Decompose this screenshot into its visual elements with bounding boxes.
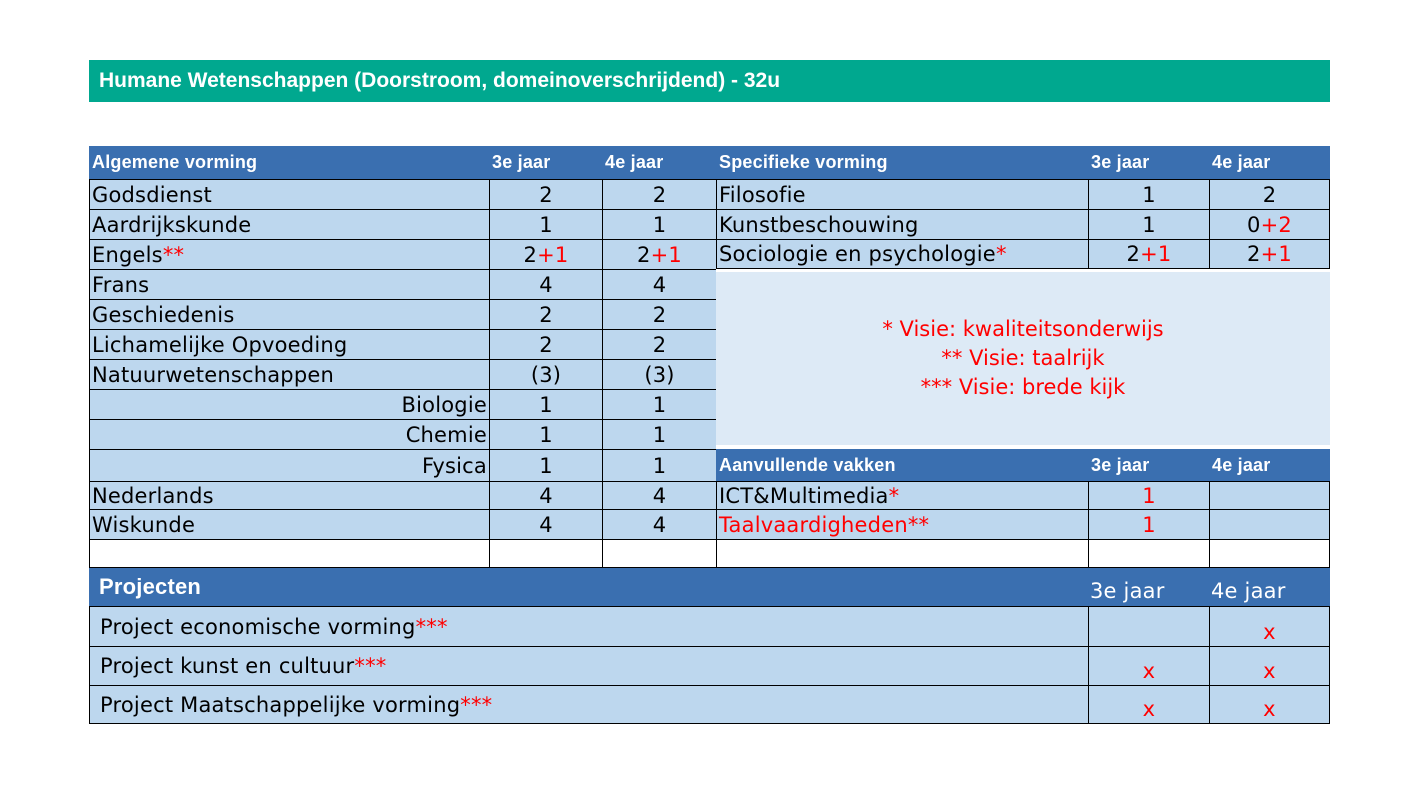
uren-value: 1 — [1142, 182, 1156, 207]
uren-value: 2 — [652, 182, 667, 207]
project-mark-cell — [1088, 646, 1209, 685]
uren-cell — [1088, 209, 1209, 239]
header-specifieke-3e-jaar: 3e jaar — [1088, 146, 1209, 179]
uren-cell — [602, 209, 716, 239]
header-algemene-3e-jaar: 3e jaar — [489, 146, 602, 179]
uren-value: 2 — [637, 242, 651, 267]
extra-uren: +1 — [1140, 242, 1172, 266]
vak-label: Kunstbeschouwing — [719, 212, 919, 237]
vak-label: Aardrijkskunde — [92, 212, 252, 237]
header-projecten: Projecten — [89, 568, 1088, 606]
uren-cell — [602, 329, 716, 359]
vak-cell — [716, 481, 1088, 509]
uren-value: 4 — [539, 272, 553, 297]
vak-cell — [89, 209, 489, 239]
uren-value: 1 — [539, 453, 553, 478]
uren-value: 2 — [539, 302, 553, 327]
uren-cell — [1088, 509, 1209, 539]
project-label: Project kunst en cultuur — [100, 654, 355, 678]
vak-cell — [89, 389, 489, 419]
vak-label: Engels — [92, 242, 163, 267]
header-aanvullende-vakken: Aanvullende vakken — [716, 449, 1088, 481]
vak-cell — [89, 449, 489, 481]
project-label: Project Maatschappelijke vorming — [100, 693, 461, 717]
uren-value: 2 — [1247, 242, 1261, 266]
vak-cell — [716, 239, 1088, 269]
header-specifieke-4e-jaar: 4e jaar — [1209, 146, 1330, 179]
uren-cell — [1209, 509, 1330, 539]
project-label: Project economische vorming — [100, 615, 416, 639]
uren-value: 4 — [539, 512, 553, 537]
header-projecten-4e-jaar: 4e jaar — [1209, 568, 1330, 606]
uren-cell — [489, 299, 602, 329]
vak-label: Frans — [92, 272, 150, 297]
visie-marker: * — [995, 242, 1007, 266]
check-x: x — [1263, 659, 1276, 683]
uren-cell — [489, 419, 602, 449]
uren-cell — [489, 209, 602, 239]
visie-marker: * — [888, 483, 900, 508]
uren-cell — [602, 179, 716, 209]
header-specifieke-vorming: Specifieke vorming — [716, 146, 1088, 179]
check-x: x — [1263, 697, 1276, 721]
uren-cell — [489, 329, 602, 359]
uren-cell — [489, 179, 602, 209]
visie-marker: *** — [460, 693, 493, 717]
empty-cell — [716, 539, 1088, 568]
vak-label: Fysica — [422, 453, 487, 478]
header-algemene-vorming: Algemene vorming — [89, 146, 489, 179]
uren-cell — [489, 239, 602, 269]
uren-value: 2 — [539, 182, 553, 207]
uren-value: 1 — [652, 422, 667, 447]
uren-value: 1 — [539, 422, 553, 447]
uren-cell — [1209, 239, 1330, 269]
vak-label: Chemie — [405, 422, 487, 447]
check-x: x — [1142, 659, 1156, 683]
uren-cell — [1209, 209, 1330, 239]
uren-value: 4 — [652, 512, 667, 537]
page-title: Humane Wetenschappen (Doorstroom, domeinoverschrijdend) - 32u — [89, 60, 1330, 102]
vak-cell — [89, 419, 489, 449]
uren-cell — [602, 419, 716, 449]
uren-value: 1 — [652, 212, 667, 237]
empty-cell — [1088, 539, 1209, 568]
uren-value: 2 — [539, 332, 553, 357]
uren-value: (3) — [644, 362, 675, 387]
vak-cell — [716, 509, 1088, 539]
extra-uren: +1 — [1260, 242, 1292, 266]
vak-label: Taalvaardigheden** — [719, 512, 930, 537]
vak-label: Sociologie en psychologie — [719, 242, 996, 266]
uren-cell — [602, 389, 716, 419]
project-mark-cell — [1209, 606, 1330, 646]
vak-label: Biologie — [401, 392, 487, 417]
uren-cell — [1209, 481, 1330, 509]
vak-cell — [89, 481, 489, 509]
uren-cell — [602, 481, 716, 509]
project-mark-cell — [1209, 646, 1330, 685]
uren-value: 4 — [652, 483, 667, 508]
uren-value: 1 — [1142, 483, 1156, 508]
uren-value: 1 — [652, 392, 667, 417]
uren-cell — [1088, 239, 1209, 269]
empty-cell — [1209, 539, 1330, 568]
header-aanvullende-3e-jaar: 3e jaar — [1088, 449, 1209, 481]
project-mark-cell — [1088, 685, 1209, 724]
legend-line: *** Visie: brede kijk — [920, 375, 1126, 399]
vak-label: Geschiedenis — [92, 302, 235, 327]
visie-marker: *** — [354, 654, 387, 678]
uren-cell — [602, 299, 716, 329]
visie-marker: ** — [162, 242, 185, 267]
uren-value: (3) — [530, 362, 562, 387]
empty-cell — [489, 539, 602, 568]
visie-marker: *** — [415, 615, 448, 639]
legend-line: * Visie: kwaliteitsonderwijs — [882, 317, 1164, 341]
vak-cell — [89, 239, 489, 269]
uren-cell — [602, 509, 716, 539]
uren-value: 1 — [539, 392, 553, 417]
project-cell — [89, 606, 1088, 646]
uren-value: 2 — [1126, 242, 1141, 266]
vak-cell — [89, 359, 489, 389]
uren-value: 2 — [523, 242, 538, 267]
legend-line: ** Visie: taalrijk — [941, 346, 1105, 370]
uren-value: 4 — [539, 483, 553, 508]
uren-cell — [1209, 179, 1330, 209]
project-mark-cell — [1209, 685, 1330, 724]
vak-label: Natuurwetenschappen — [92, 362, 334, 387]
uren-value: 4 — [652, 272, 667, 297]
vak-label: ICT&Multimedia — [719, 483, 889, 508]
extra-uren: +1 — [537, 242, 569, 267]
uren-value: 1 — [1142, 212, 1156, 237]
vak-cell — [716, 179, 1088, 209]
uren-cell — [489, 389, 602, 419]
vak-cell — [89, 269, 489, 299]
uren-value: 2 — [652, 302, 667, 327]
vak-label: Wiskunde — [92, 512, 196, 537]
uren-cell — [602, 269, 716, 299]
uren-cell — [1088, 481, 1209, 509]
check-x: x — [1263, 620, 1276, 644]
visie-legend — [716, 272, 1330, 445]
uren-value: 2 — [652, 332, 667, 357]
project-cell — [89, 646, 1088, 685]
uren-cell — [489, 509, 602, 539]
extra-uren: +2 — [1260, 212, 1292, 237]
uren-cell — [602, 449, 716, 481]
vak-cell — [89, 509, 489, 539]
vak-cell — [89, 329, 489, 359]
vak-label: Filosofie — [719, 182, 806, 207]
extra-uren: +1 — [650, 242, 682, 267]
uren-cell — [489, 481, 602, 509]
vak-cell — [89, 299, 489, 329]
vak-label: Godsdienst — [92, 182, 212, 207]
empty-cell — [602, 539, 716, 568]
uren-value: 2 — [1262, 182, 1277, 207]
uren-cell — [489, 359, 602, 389]
project-mark-cell — [1088, 606, 1209, 646]
uren-cell — [602, 239, 716, 269]
header-aanvullende-4e-jaar: 4e jaar — [1209, 449, 1330, 481]
project-cell — [89, 685, 1088, 724]
header-projecten-3e-jaar: 3e jaar — [1088, 568, 1209, 606]
uren-cell — [489, 449, 602, 481]
vak-label: Nederlands — [92, 483, 214, 508]
vak-cell — [89, 179, 489, 209]
empty-cell — [89, 539, 489, 568]
uren-value: 1 — [539, 212, 553, 237]
uren-value: 0 — [1247, 212, 1261, 237]
uren-value: 1 — [652, 453, 667, 478]
uren-cell — [1088, 179, 1209, 209]
check-x: x — [1142, 697, 1156, 721]
uren-value: 1 — [1142, 512, 1156, 537]
uren-cell — [602, 359, 716, 389]
vak-label: Lichamelijke Opvoeding — [92, 332, 348, 357]
uren-cell — [489, 269, 602, 299]
header-algemene-4e-jaar: 4e jaar — [602, 146, 716, 179]
vak-cell — [716, 209, 1088, 239]
